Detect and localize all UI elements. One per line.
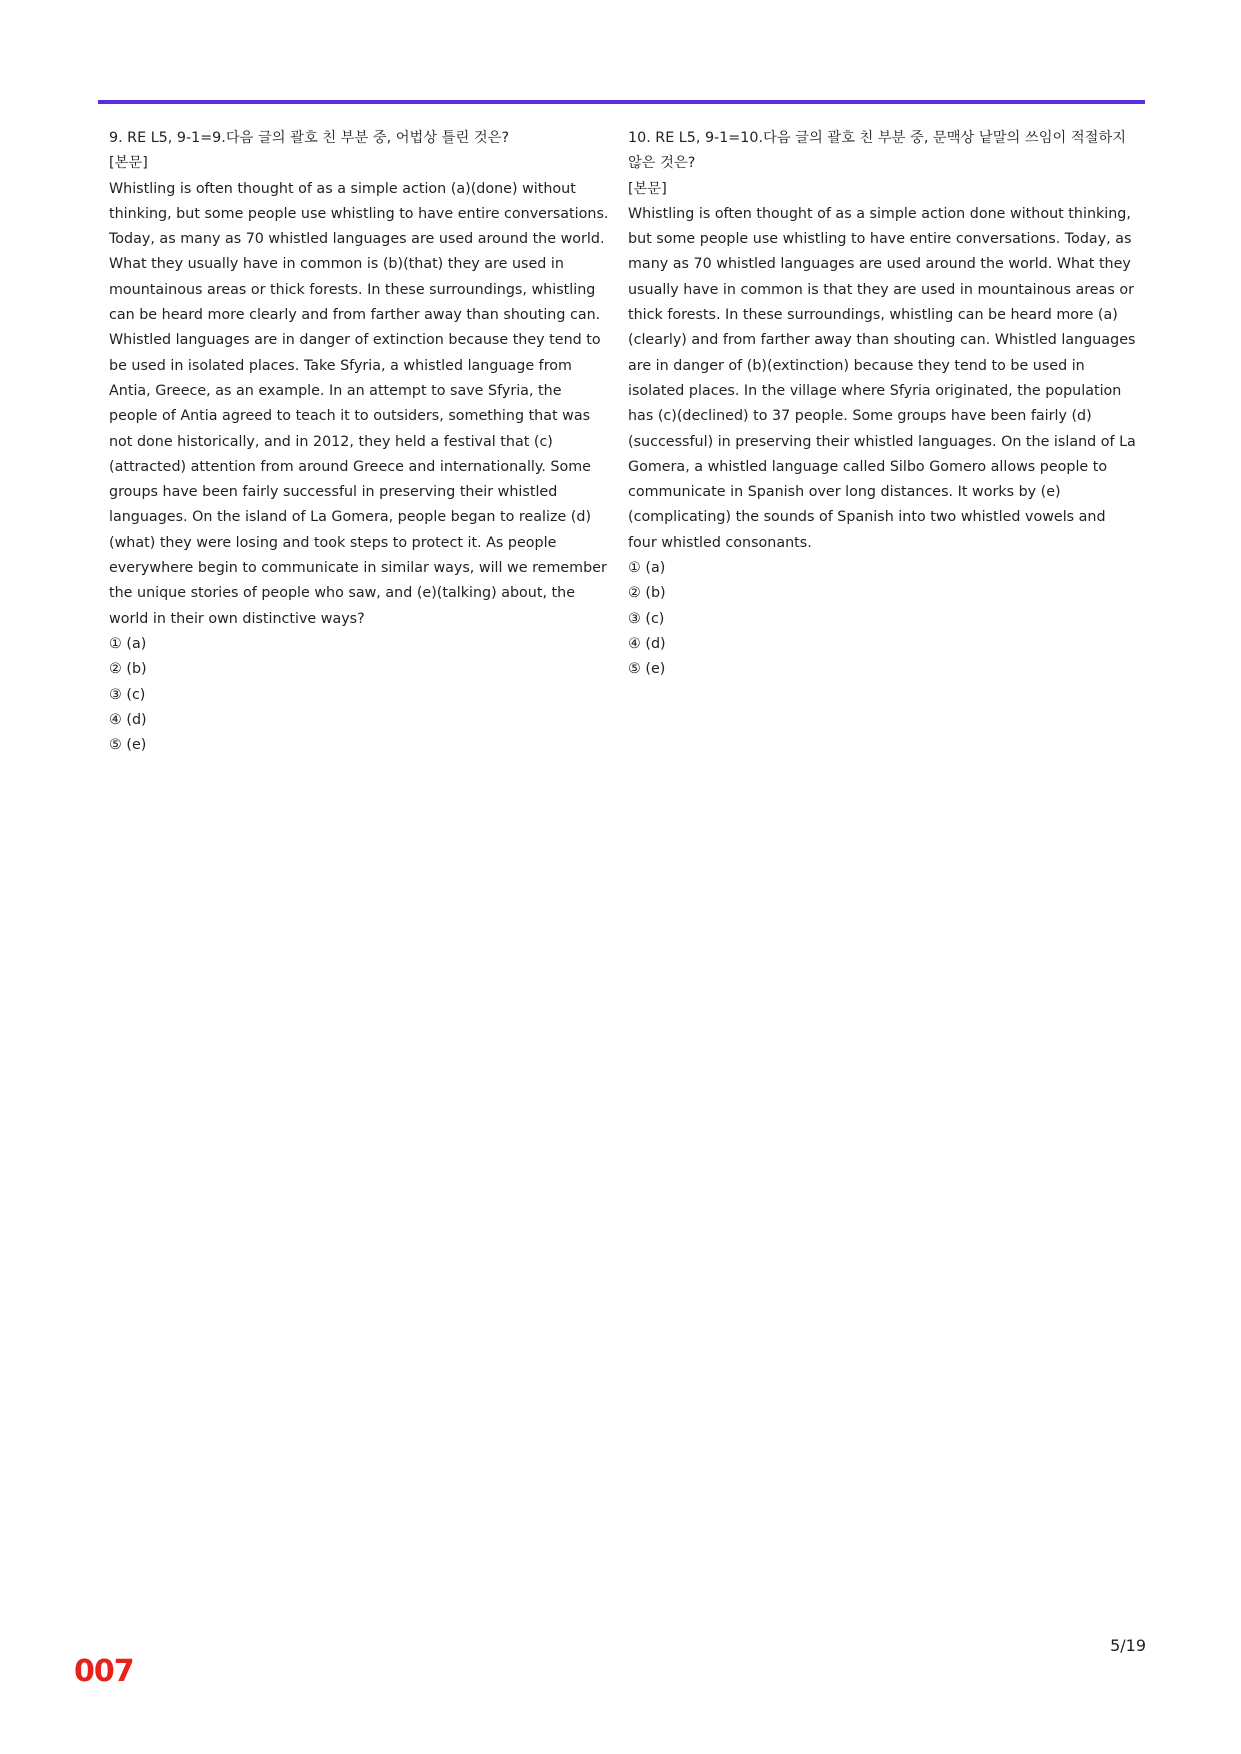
answer-choice-5[interactable]: ⑤ (e) xyxy=(628,661,666,678)
passage-tag: [본문] xyxy=(109,155,148,172)
passage-text: Whistling is often thought of as a simple action done without thinking, but some people use whistling to have entire conversations. Today, as many as 70 whistled languages are used around the world. What they usually have in common is that they are used in mountainous areas or thick forests. In these surroundings, whistling can be heard more (a)(clearly) and from farther away than shouting can. Whistled languages are in danger of (b)(extinction) because they tend to be used in isolated places. In the village where Sfyria originated, the population has (c)(declined) to 37 people. Some groups have been fairly (d)(successful) in preserving their whistled languages. On the island of La Gomera, a whistled language called Silbo Gomero allows people to communicate in Spanish over long distances. It works by (e)(complicating) the sounds of Spanish into two whistled vowels and four whistled consonants. xyxy=(628,205,1136,551)
answer-choice-2[interactable]: ② (b) xyxy=(628,585,666,602)
page-number: 5/19 xyxy=(1110,1636,1146,1655)
answer-choice-4[interactable]: ④ (d) xyxy=(109,711,147,728)
answer-choice-4[interactable]: ④ (d) xyxy=(628,635,666,652)
brand-logo: 007 xyxy=(74,1654,134,1689)
answer-choice-2[interactable]: ② (b) xyxy=(109,661,147,678)
answer-choice-1[interactable]: ① (a) xyxy=(628,560,666,577)
passage-text: Whistling is often thought of as a simple action (a)(done) without thinking, but some people use whistling to have entire conversations. Today, as many as 70 whistled languages are used around the world. What they usually have in common is (b)(that) they are used in mountainous areas or thick forests. In these surroundings, whistling can be heard more clearly and from farther away than shouting can. Whistled languages are in danger of extinction because they tend to be used in isolated places. Take Sfyria, a whistled language from Antia, Greece, as an example. In an attempt to save Sfyria, the people of Antia agreed to teach it to outsiders, something that was not done historically, and in 2012, they held a festival that (c)(attracted) attention from around Greece and internationally. Some groups have been fairly successful in preserving their whistled languages. On the island of La Gomera, people began to realize (d)(what) they were losing and took steps to protect it. As people everywhere begin to communicate in similar ways, will we remember the unique stories of people who saw, and (e)(talking) about, the world in their own distinctive ways? xyxy=(109,180,609,627)
answer-choices xyxy=(628,556,1138,682)
question-9 xyxy=(109,126,614,758)
question-10 xyxy=(628,126,1138,683)
question-title: 9. RE L5, 9-1=9.다음 글의 괄호 친 부분 중, 어법상 틀린 것은? xyxy=(109,130,510,146)
header-rule xyxy=(98,100,1145,104)
answer-choice-3[interactable]: ③ (c) xyxy=(628,610,665,627)
passage-tag: [본문] xyxy=(628,180,667,197)
answer-choice-3[interactable]: ③ (c) xyxy=(109,686,146,703)
question-title: 10. RE L5, 9-1=10.다음 글의 괄호 친 부분 중, 문맥상 낱말의 쓰임이 적절하지 않은 것은? xyxy=(628,130,1127,172)
answer-choice-5[interactable]: ⑤ (e) xyxy=(109,737,147,754)
answer-choice-1[interactable]: ① (a) xyxy=(109,635,147,652)
answer-choices xyxy=(109,632,614,758)
